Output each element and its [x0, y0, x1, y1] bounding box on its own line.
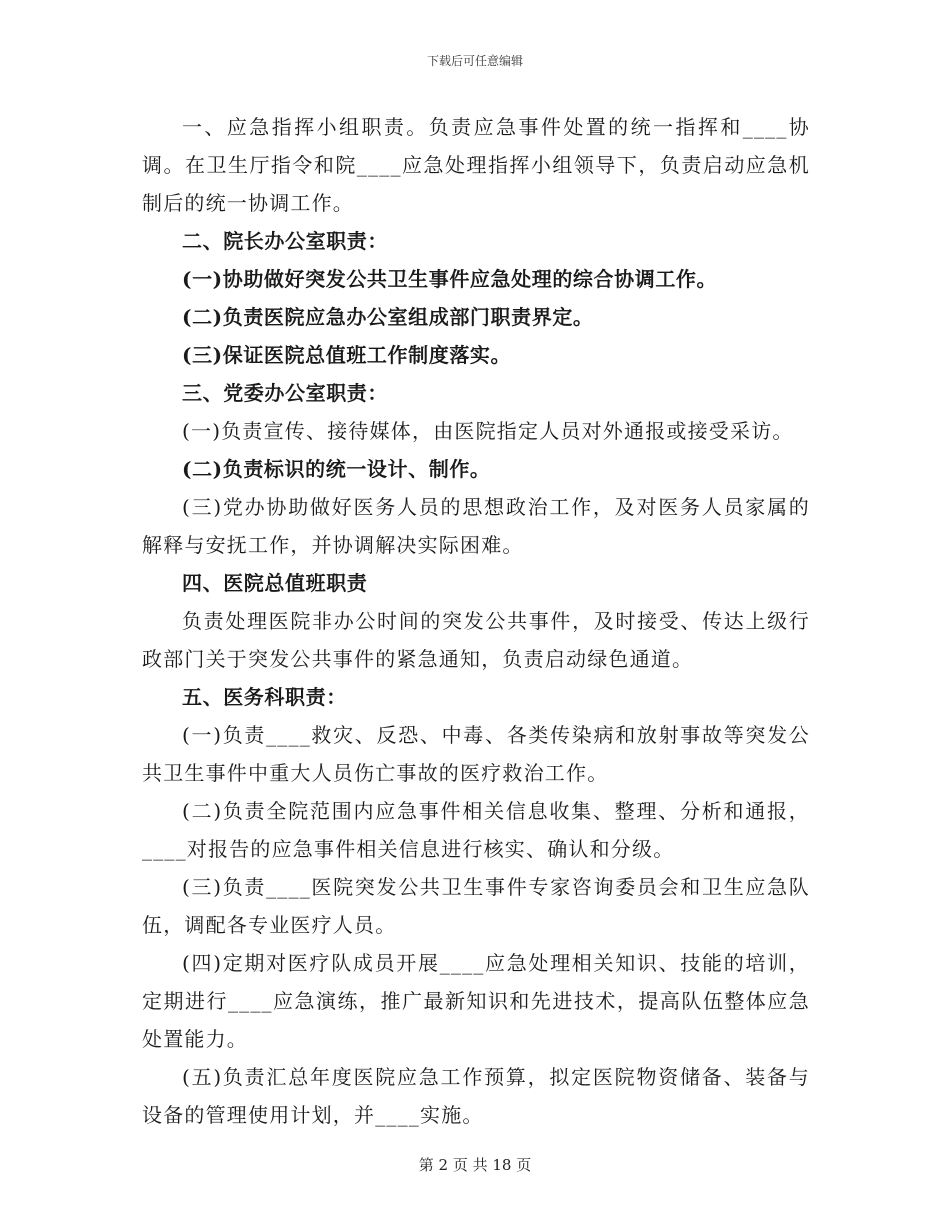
heading-president-office: 二、院长办公室职责： — [182, 229, 388, 253]
paragraph-medical-affairs-item-3: (三)负责____医院突发公共卫生事件专家咨询委员会和卫生应急队伍，调配各专业医疗人员。 — [142, 875, 810, 937]
paragraph-president-office-item-2: (二)负责医院应急办公室组成部门职责界定。 — [182, 305, 594, 329]
paragraph-president-office-item-3: (三)保证医院总值班工作制度落实。 — [182, 343, 512, 367]
document-body — [142, 108, 810, 1134]
paragraph-party-office-item-2: (二)负责标识的统一设计、制作。 — [182, 457, 491, 481]
heading-party-office: 三、党委办公室职责： — [182, 381, 388, 405]
page-header: 下载后可任意编辑 — [426, 54, 523, 68]
heading-general-duty: 四、医院总值班职责 — [182, 571, 368, 595]
paragraph-medical-affairs-item-5: (五)负责汇总年度医院应急工作预算，拟定医院物资储备、装备与设备的管理使用计划，并____实施。 — [142, 1065, 810, 1127]
page-number: 第 2 页 共 18 页 — [418, 1156, 532, 1174]
paragraph-general-duty: 负责处理医院非办公时间的突发公共事件，及时接受、传达上级行政部门关于突发公共事件的紧急通知，负责启动绿色通道。 — [142, 609, 810, 671]
paragraph-medical-affairs-item-1: (一)负责____救灾、反恐、中毒、各类传染病和放射事故等突发公共卫生事件中重大人员伤亡事故的医疗救治工作。 — [142, 723, 810, 785]
paragraph-command-group-duties: 一、应急指挥小组职责。负责应急事件处置的统一指挥和____协调。在卫生厅指令和院____应急处理指挥小组领导下，负责启动应急机制后的统一协调工作。 — [142, 115, 810, 215]
paragraph-party-office-item-3: (三)党办协助做好医务人员的思想政治工作，及对医务人员家属的解释与安抚工作，并协调解决实际困难。 — [142, 495, 810, 557]
paragraph-medical-affairs-item-2: (二)负责全院范围内应急事件相关信息收集、整理、分析和通报，____对报告的应急事件相关信息进行核实、确认和分级。 — [142, 799, 810, 861]
paragraph-president-office-item-1: (一)协助做好突发公共卫生事件应急处理的综合协调工作。 — [182, 267, 718, 291]
paragraph-party-office-item-1: (一)负责宣传、接待媒体，由医院指定人员对外通报或接受采访。 — [182, 419, 794, 443]
heading-medical-affairs: 五、医务科职责： — [182, 685, 347, 709]
paragraph-medical-affairs-item-4: (四)定期对医疗队成员开展____应急处理相关知识、技能的培训，定期进行____应急演练，推广最新知识和先进技术，提高队伍整体应急处置能力。 — [142, 951, 810, 1051]
